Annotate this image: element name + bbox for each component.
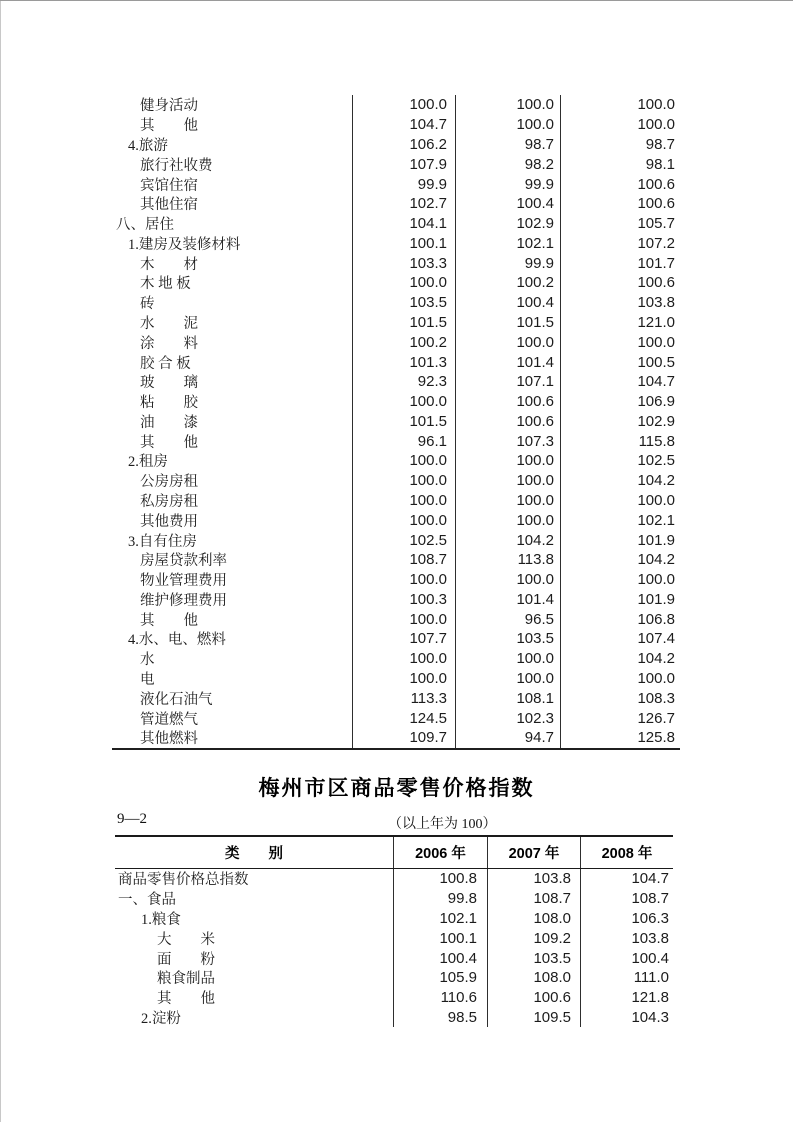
- row-value: 108.0: [487, 968, 580, 988]
- table-row: [115, 889, 673, 909]
- row-value: 103.5: [487, 948, 580, 968]
- row-value: 100.6: [560, 174, 680, 194]
- row-value: 100.6: [560, 194, 680, 214]
- row-value: 100.0: [560, 115, 680, 135]
- row-value: 104.7: [352, 115, 455, 135]
- row-value: 98.7: [560, 135, 680, 155]
- row-value: 100.0: [352, 669, 455, 689]
- row-label: 其他费用: [140, 513, 198, 530]
- row-value: 96.5: [455, 609, 560, 629]
- table-row: [112, 431, 680, 451]
- table-row: [112, 708, 680, 728]
- row-label: 健身活动: [140, 98, 198, 115]
- row-value: 100.0: [352, 609, 455, 629]
- table-row: [112, 372, 680, 392]
- row-value: 100.0: [560, 570, 680, 590]
- table-row: [112, 135, 680, 155]
- row-value: 105.7: [560, 214, 680, 234]
- table-body: [115, 869, 673, 1027]
- table-header-row: [115, 837, 673, 869]
- row-value: 102.3: [455, 708, 560, 728]
- row-value: 110.6: [393, 988, 487, 1008]
- row-value: 107.4: [560, 629, 680, 649]
- row-value: 100.6: [560, 273, 680, 293]
- row-value: 108.1: [455, 688, 560, 708]
- row-value: 124.5: [352, 708, 455, 728]
- table-row: [112, 214, 680, 234]
- row-label: 商品零售价格总指数: [118, 872, 249, 889]
- row-value: 101.3: [352, 352, 455, 372]
- row-value: 101.9: [560, 590, 680, 610]
- row-label: 旅行社收费: [140, 157, 213, 174]
- column-header-2006: 2006 年: [393, 837, 487, 868]
- row-value: 102.1: [455, 233, 560, 253]
- row-label: 维护修理费用: [140, 592, 227, 609]
- row-value: 100.4: [455, 194, 560, 214]
- table-row: [112, 728, 680, 748]
- row-value: 92.3: [352, 372, 455, 392]
- row-value: 103.5: [455, 629, 560, 649]
- row-value: 104.1: [352, 214, 455, 234]
- row-value: 107.9: [352, 154, 455, 174]
- row-value: 98.2: [455, 154, 560, 174]
- table-row: [112, 253, 680, 273]
- column-header-category: 类 别: [225, 846, 283, 862]
- table-number-label: 9—2: [117, 811, 147, 827]
- row-value: 107.2: [560, 233, 680, 253]
- row-value: 109.7: [352, 728, 455, 748]
- row-value: 104.2: [455, 530, 560, 550]
- row-value: 108.7: [352, 550, 455, 570]
- table-row: [115, 1008, 673, 1028]
- row-value: 100.0: [455, 669, 560, 689]
- table-row: [112, 115, 680, 135]
- row-value: 103.5: [352, 293, 455, 313]
- table-row: [112, 510, 680, 530]
- row-value: 121.8: [580, 988, 673, 1008]
- row-value: 100.0: [455, 451, 560, 471]
- row-value: 100.0: [455, 332, 560, 352]
- row-label: 水 泥: [140, 315, 198, 332]
- row-label: 胶 合 板: [140, 355, 191, 372]
- row-value: 104.2: [560, 471, 680, 491]
- table-base-note: （以上年为 100）: [388, 817, 497, 832]
- row-value: 100.0: [560, 95, 680, 115]
- table-row: [115, 968, 673, 988]
- table-row: [112, 332, 680, 352]
- row-label: 其 他: [140, 118, 198, 135]
- row-value: 100.0: [352, 392, 455, 412]
- row-value: 121.0: [560, 313, 680, 333]
- row-value: 106.9: [560, 392, 680, 412]
- row-value: 100.0: [352, 510, 455, 530]
- table-row: [112, 590, 680, 610]
- row-value: 100.1: [393, 928, 487, 948]
- row-value: 106.3: [580, 909, 673, 929]
- row-value: 99.9: [352, 174, 455, 194]
- row-value: 100.0: [455, 649, 560, 669]
- row-value: 106.8: [560, 609, 680, 629]
- row-value: 100.0: [352, 491, 455, 511]
- row-value: 126.7: [560, 708, 680, 728]
- row-value: 96.1: [352, 431, 455, 451]
- row-value: 99.9: [455, 174, 560, 194]
- row-value: 100.0: [455, 115, 560, 135]
- table-row: [112, 95, 680, 115]
- row-label: 宾馆住宿: [140, 177, 198, 194]
- row-value: 100.4: [580, 948, 673, 968]
- row-label: 水: [140, 652, 155, 669]
- row-value: 100.1: [352, 233, 455, 253]
- table-row: [112, 273, 680, 293]
- row-value: 103.3: [352, 253, 455, 273]
- table-row: [115, 928, 673, 948]
- row-value: 100.0: [352, 273, 455, 293]
- row-label: 八、居住: [116, 217, 174, 234]
- row-label: 私房房租: [140, 494, 198, 511]
- row-label: 一、食品: [118, 892, 176, 909]
- row-value: 100.0: [560, 669, 680, 689]
- row-label: 木 材: [140, 256, 198, 273]
- row-label: 木 地 板: [140, 276, 191, 293]
- row-value: 100.5: [560, 352, 680, 372]
- row-value: 101.4: [455, 352, 560, 372]
- retail-price-index-table: [115, 835, 673, 1027]
- table-row: [112, 194, 680, 214]
- row-label: 其 他: [157, 991, 215, 1008]
- row-value: 103.8: [580, 928, 673, 948]
- table-row: [112, 412, 680, 432]
- row-label: 粘 胶: [140, 395, 198, 412]
- row-value: 113.8: [455, 550, 560, 570]
- table-row: [115, 869, 673, 889]
- row-value: 104.2: [560, 550, 680, 570]
- row-value: 104.3: [580, 1008, 673, 1028]
- row-value: 108.3: [560, 688, 680, 708]
- row-value: 103.8: [487, 869, 580, 889]
- row-value: 104.2: [560, 649, 680, 669]
- row-value: 100.0: [455, 570, 560, 590]
- row-value: 107.7: [352, 629, 455, 649]
- row-value: 113.3: [352, 688, 455, 708]
- table-row: [112, 629, 680, 649]
- row-value: 115.8: [560, 431, 680, 451]
- row-value: 104.7: [560, 372, 680, 392]
- table-row: [112, 649, 680, 669]
- row-value: 100.0: [352, 471, 455, 491]
- row-value: 100.0: [455, 95, 560, 115]
- row-value: 98.7: [455, 135, 560, 155]
- row-value: 101.5: [352, 412, 455, 432]
- page-title: 梅州市区商品零售价格指数: [258, 777, 535, 800]
- row-value: 102.1: [393, 909, 487, 929]
- row-label: 2.租房: [128, 454, 168, 471]
- row-value: 102.9: [560, 412, 680, 432]
- row-value: 102.5: [352, 530, 455, 550]
- row-value: 100.2: [455, 273, 560, 293]
- row-value: 101.7: [560, 253, 680, 273]
- row-value: 104.7: [580, 869, 673, 889]
- table-row: [112, 352, 680, 372]
- table-row: [112, 669, 680, 689]
- table-row: [112, 392, 680, 412]
- table-row: [112, 530, 680, 550]
- row-value: 101.5: [352, 313, 455, 333]
- row-label: 电: [140, 672, 155, 689]
- row-value: 106.2: [352, 135, 455, 155]
- row-value: 100.0: [352, 451, 455, 471]
- row-label: 其他燃料: [140, 731, 198, 748]
- row-label: 公房房租: [140, 474, 198, 491]
- row-value: 100.0: [352, 95, 455, 115]
- row-label: 玻 璃: [140, 375, 198, 392]
- row-label: 1.粮食: [141, 912, 181, 928]
- row-value: 101.5: [455, 313, 560, 333]
- row-value: 109.2: [487, 928, 580, 948]
- row-value: 101.4: [455, 590, 560, 610]
- row-label: 3.自有住房: [128, 533, 197, 550]
- row-value: 125.8: [560, 728, 680, 748]
- row-value: 99.9: [455, 253, 560, 273]
- row-value: 100.0: [455, 491, 560, 511]
- row-label: 其 他: [140, 434, 198, 451]
- row-value: 100.0: [455, 471, 560, 491]
- row-value: 98.5: [393, 1008, 487, 1028]
- row-label: 物业管理费用: [140, 573, 227, 590]
- row-value: 102.9: [455, 214, 560, 234]
- row-value: 100.0: [352, 649, 455, 669]
- table-row: [112, 550, 680, 570]
- price-index-table-continued: [112, 95, 680, 750]
- table-row: [112, 491, 680, 511]
- row-value: 109.5: [487, 1008, 580, 1028]
- row-value: 100.8: [393, 869, 487, 889]
- row-value: 102.5: [560, 451, 680, 471]
- row-value: 101.9: [560, 530, 680, 550]
- row-value: 111.0: [580, 968, 673, 988]
- row-label: 4.水、电、燃料: [128, 632, 226, 649]
- table-row: [112, 471, 680, 491]
- row-label: 其 他: [140, 612, 198, 629]
- column-header-2008: 2008 年: [580, 837, 673, 868]
- row-value: 103.8: [560, 293, 680, 313]
- row-value: 94.7: [455, 728, 560, 748]
- row-label: 其他住宿: [140, 197, 198, 214]
- table-row: [115, 948, 673, 968]
- row-value: 100.4: [455, 293, 560, 313]
- table-row: [112, 293, 680, 313]
- row-value: 102.7: [352, 194, 455, 214]
- row-value: 107.1: [455, 372, 560, 392]
- row-value: 100.6: [487, 988, 580, 1008]
- row-value: 100.4: [393, 948, 487, 968]
- table-row: [112, 154, 680, 174]
- row-value: 105.9: [393, 968, 487, 988]
- table-row: [115, 988, 673, 1008]
- row-value: 100.6: [455, 392, 560, 412]
- column-header-2007: 2007 年: [487, 837, 580, 868]
- row-label: 粮食制品: [157, 971, 215, 988]
- table-row: [112, 688, 680, 708]
- table-row: [112, 609, 680, 629]
- row-label: 涂 料: [140, 335, 198, 352]
- row-value: 99.8: [393, 889, 487, 909]
- table-body: [112, 95, 680, 748]
- row-value: 100.6: [455, 412, 560, 432]
- table-row: [112, 451, 680, 471]
- table-row: [112, 570, 680, 590]
- row-label: 液化石油气: [140, 691, 213, 708]
- row-label: 4.旅游: [128, 137, 168, 154]
- row-value: 102.1: [560, 510, 680, 530]
- row-value: 100.3: [352, 590, 455, 610]
- row-label: 房屋贷款利率: [140, 553, 227, 570]
- row-value: 100.2: [352, 332, 455, 352]
- row-value: 108.0: [487, 909, 580, 929]
- row-label: 1.建房及装修材料: [128, 236, 241, 253]
- row-label: 管道燃气: [140, 711, 198, 728]
- row-label: 2.淀粉: [141, 1010, 181, 1027]
- row-label: 面 粉: [157, 951, 215, 968]
- row-value: 100.0: [352, 570, 455, 590]
- table-row: [112, 174, 680, 194]
- row-value: 100.0: [560, 491, 680, 511]
- row-value: 98.1: [560, 154, 680, 174]
- row-label: 油 漆: [140, 414, 198, 431]
- table-row: [115, 909, 673, 929]
- row-value: 100.0: [455, 510, 560, 530]
- row-value: 107.3: [455, 431, 560, 451]
- row-label: 砖: [140, 296, 155, 313]
- row-value: 108.7: [487, 889, 580, 909]
- row-label: 大 米: [157, 931, 215, 948]
- row-value: 100.0: [560, 332, 680, 352]
- table-row: [112, 313, 680, 333]
- row-value: 108.7: [580, 889, 673, 909]
- table-row: [112, 233, 680, 253]
